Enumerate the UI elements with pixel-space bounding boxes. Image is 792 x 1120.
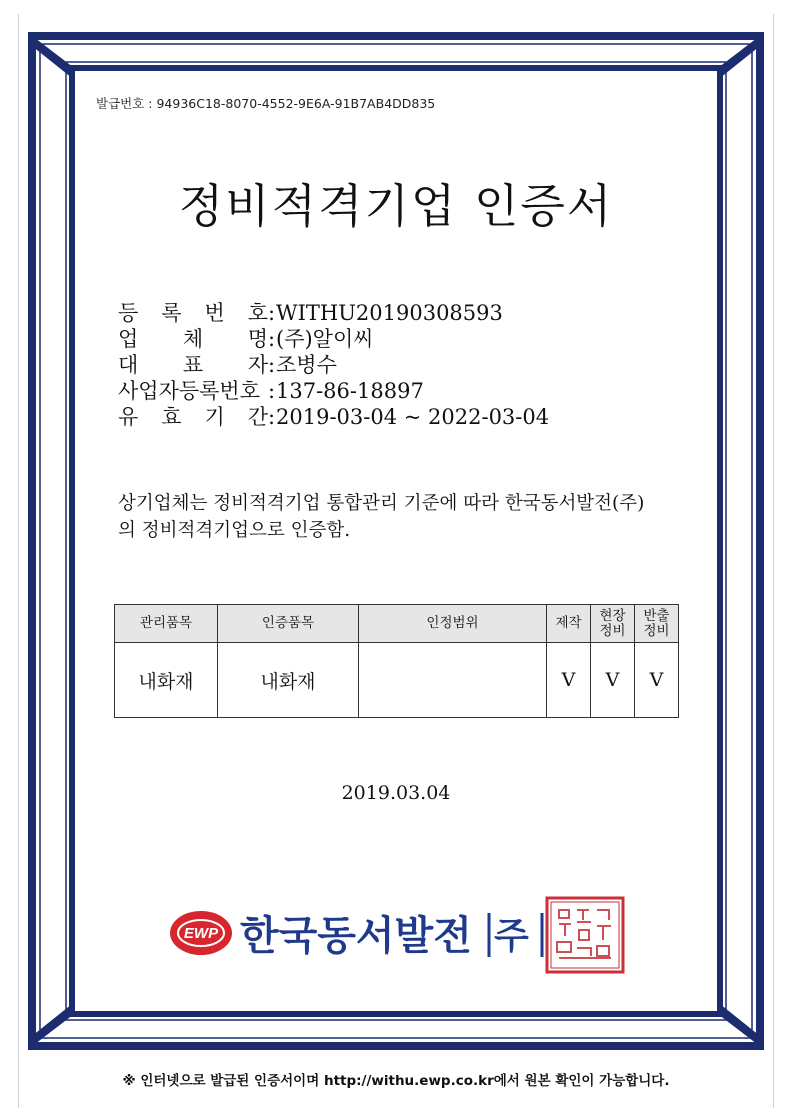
info-label <box>118 378 268 404</box>
certified-items-table <box>114 604 679 718</box>
cell-manufacture: V <box>547 643 591 718</box>
header-manufacture: 제작 <box>547 605 591 643</box>
company-suffix-logo: 주 <box>494 916 529 957</box>
header-scope: 인정범위 <box>359 605 547 643</box>
table-row <box>115 643 679 718</box>
info-label <box>118 404 268 430</box>
info-value: WITHU20190308593 <box>276 301 503 325</box>
statement-line: 의 정비적격기업으로 인증함. <box>118 520 351 541</box>
info-value: 2019-03-04 ~ 2022-03-04 <box>276 405 550 429</box>
info-colon: : <box>268 327 276 351</box>
ewp-badge-text: EWP <box>183 925 219 942</box>
footer-note: ※ 인터넷으로 발급된 인증서이며 http://withu.ewp.co.kr에서 원본 확인이 가능합니다. <box>122 1073 670 1089</box>
label-char: 명 <box>247 327 268 351</box>
label-char: 체 <box>182 327 204 351</box>
info-value: (주)알이씨 <box>276 327 374 351</box>
issue-number <box>96 94 435 112</box>
label-char: 자 <box>247 353 268 377</box>
cell-offsite: V <box>635 643 679 718</box>
cell-scope <box>359 643 547 718</box>
header-line: 현장 <box>599 607 626 624</box>
header-line: 반출 <box>643 607 670 624</box>
label-char: 기 <box>204 405 225 429</box>
header-offsite-maintenance <box>635 605 679 643</box>
header-line: 정비 <box>599 622 626 639</box>
cell-cert-item: 내화재 <box>218 643 359 718</box>
label-char: 록 <box>161 301 182 325</box>
document-title: 정비적격기업 인증서 <box>178 179 614 233</box>
label-char: 대 <box>118 353 139 377</box>
label-char: 번 <box>204 301 225 325</box>
info-label <box>118 300 268 326</box>
label-char: 등 <box>118 301 139 325</box>
ewp-badge-icon <box>170 911 232 955</box>
company-seal-icon <box>545 896 625 974</box>
label-char: 업 <box>118 327 139 351</box>
header-line: 정비 <box>643 622 670 639</box>
header-cert-item: 인증품목 <box>218 605 359 643</box>
issue-number-label: 발급번호 : <box>96 96 153 111</box>
label-char: 간 <box>247 405 268 429</box>
table-header-row <box>115 605 679 643</box>
info-row-company-name <box>118 326 549 352</box>
info-value: 137-86-18897 <box>276 379 424 403</box>
info-label <box>118 352 268 378</box>
info-colon: : <box>268 405 276 429</box>
info-value: 조병수 <box>276 353 337 377</box>
cell-category: 내화재 <box>115 643 218 718</box>
ewp-logo <box>168 905 546 965</box>
label-char: 유 <box>118 405 139 429</box>
certification-statement <box>118 490 688 544</box>
info-row-validity-period <box>118 404 549 430</box>
label-char: 사업자등록번호 <box>118 379 261 403</box>
info-label <box>118 326 268 352</box>
info-colon: : <box>268 353 276 377</box>
statement-line: 상기업체는 정비적격기업 통합관리 기준에 따라 한국동서발전(주) <box>118 493 645 514</box>
label-char: 표 <box>182 353 204 377</box>
info-row-representative <box>118 352 549 378</box>
cell-onsite: V <box>591 643 635 718</box>
info-colon: : <box>268 379 276 403</box>
info-colon: : <box>268 301 276 325</box>
certificate-info <box>118 300 549 430</box>
header-onsite-maintenance <box>591 605 635 643</box>
info-row-registration-number <box>118 300 549 326</box>
issue-number-value: 94936C18-8070-4552-9E6A-91B7AB4DD835 <box>156 96 436 111</box>
company-name-logo: 한국동서발전 <box>240 913 472 959</box>
label-char: 효 <box>161 405 182 429</box>
issue-date: 2019.03.04 <box>341 782 451 804</box>
label-char: 호 <box>247 301 268 325</box>
header-category: 관리품목 <box>115 605 218 643</box>
info-row-business-number <box>118 378 549 404</box>
